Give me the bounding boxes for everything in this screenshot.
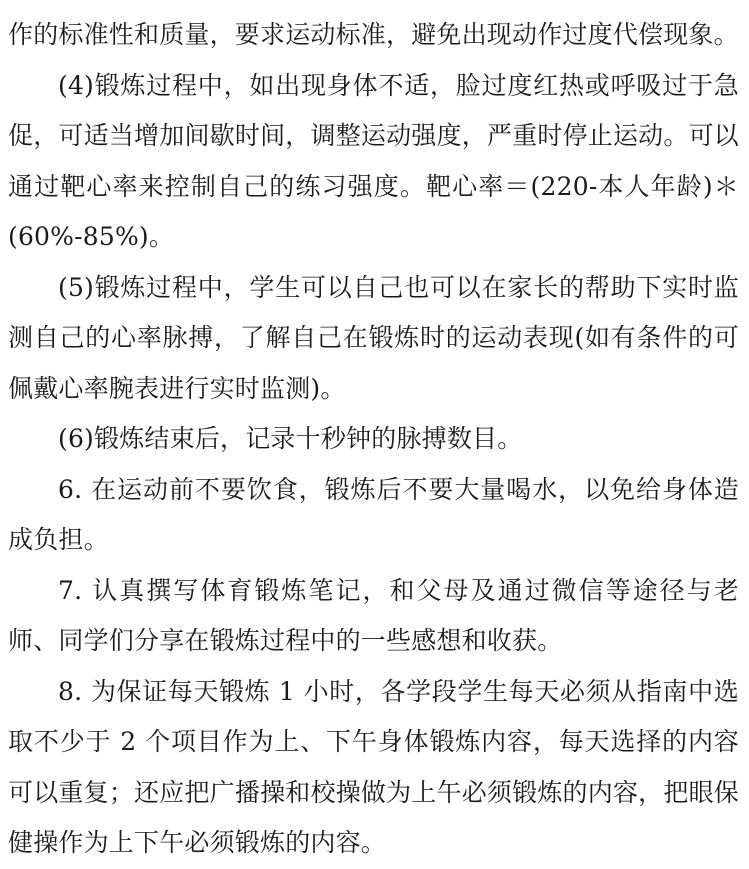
paragraph-section-7: 7. 认真撰写体育锻炼笔记，和父母及通过微信等途径与老师、同学们分享在锻炼过程中的一些感想和收获。 (8, 575, 739, 655)
paragraph-item-6: (6)锻炼结束后，记录十秒钟的脉搏数目。 (58, 424, 523, 453)
paragraph-section-6: 6. 在运动前不要饮食，锻炼后不要大量喝水，以免给身体造成负担。 (8, 474, 739, 554)
paragraph-section-8: 8. 为保证每天锻炼 1 小时，各学段学生每天必须从指南中选取不少于 2 个项目作为上、下午身体锻炼内容，每天选择的内容可以重复；还应把广播操和校操做为上午必须锻炼的内容，把眼保健操作为上下午必须锻炼的内容。 (8, 676, 739, 857)
paragraph-item-4: (4)锻炼过程中，如出现身体不适，脸过度红热或呼吸过于急促，可适当增加间歇时间，调整运动强度，严重时停止运动。可以通过靶心率来控制自己的练习强度。靶心率＝(220-本人年龄)＊(60%-85%)。 (8, 70, 739, 251)
paragraph-continuation: 作的标准性和质量，要求运动标准，避免出现动作过度代偿现象。 (8, 20, 739, 49)
paragraph-item-5: (5)锻炼过程中，学生可以自己也可以在家长的帮助下实时监测自己的心率脉搏，了解自己在锻炼时的运动表现(如有条件的可佩戴心率腕表进行实时监测)。 (8, 272, 739, 403)
